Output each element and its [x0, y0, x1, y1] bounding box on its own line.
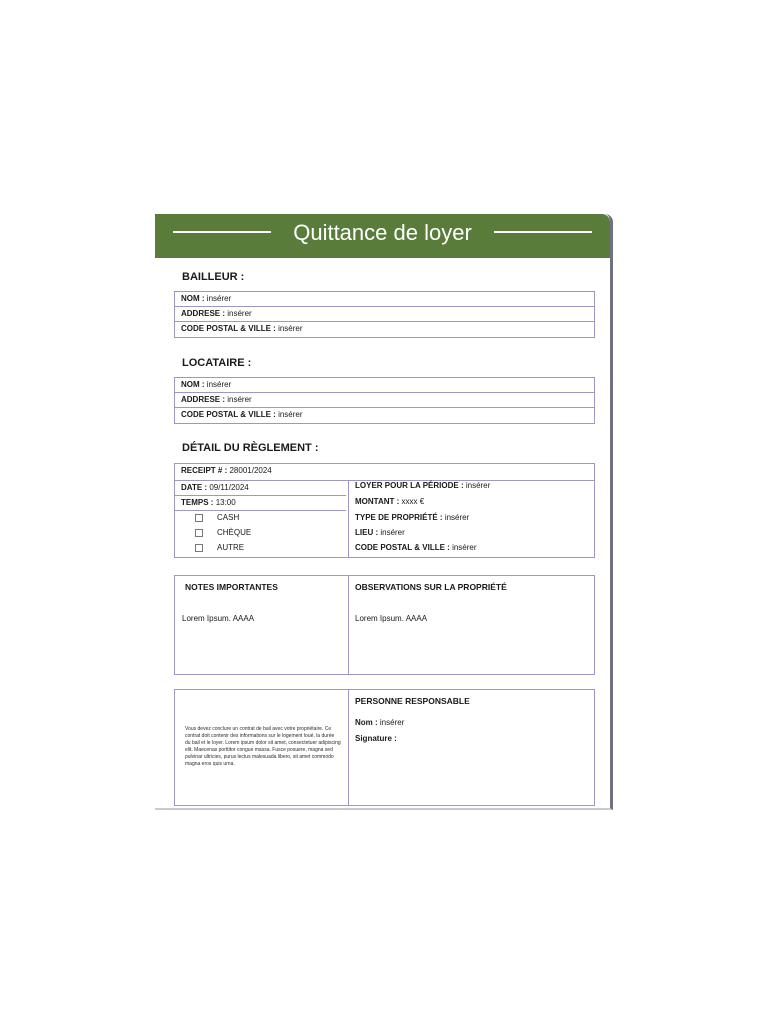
- reglement-cp-field: [355, 541, 477, 555]
- bailleur-heading: BAILLEUR :: [182, 271, 245, 283]
- responsable-title: PERSONNE RESPONSABLE: [355, 696, 470, 706]
- date-value: 09/11/2024: [209, 483, 249, 492]
- locataire-nom-row: [175, 378, 594, 393]
- option-label: CHÈQUE: [217, 528, 252, 537]
- checkbox-icon[interactable]: [195, 544, 203, 552]
- responsable-nom-field: [355, 716, 404, 730]
- option-label: AUTRE: [217, 543, 245, 552]
- lieu-field: [355, 526, 405, 540]
- document-title: Quittance de loyer: [293, 220, 472, 245]
- bailleur-table: [174, 291, 595, 338]
- montant-label: MONTANT :: [355, 497, 400, 506]
- locataire-adresse-row: [175, 393, 594, 408]
- montant-field: [355, 495, 424, 509]
- locataire-cp-label: CODE POSTAL & VILLE :: [181, 410, 276, 419]
- option-label: CASH: [217, 513, 240, 522]
- bailleur-adresse-label: ADDRESE :: [181, 309, 226, 318]
- notes-divider: [348, 576, 349, 674]
- reglement-divider: [348, 481, 349, 557]
- bailleur-adresse-row: [175, 307, 594, 322]
- signature-field: [355, 732, 397, 746]
- bailleur-adresse-value: insérer: [227, 309, 252, 318]
- lieu-label: LIEU :: [355, 528, 379, 537]
- payment-option-cash[interactable]: [195, 511, 239, 525]
- type-label: TYPE DE PROPRIÉTÉ :: [355, 513, 443, 522]
- lieu-value: insérer: [380, 528, 405, 537]
- locataire-nom-value: insérer: [206, 380, 232, 389]
- reglement-heading: DÉTAIL DU RÈGLEMENT :: [182, 442, 319, 454]
- contract-text: Vous devez conclure un contrat de bail avec votre propriétaire. Ce contrat doit contenir des informations sur le logement loué, la durée du bail et le loyer. Lorem ipsum dolor sit amet, consectetuer adipiscing elit. Maecenas porttitor congue massa. Fusce posuere, magna sed pulvinar ultricies, purus lectus malesuada libero, sit amet commodo magna eros quis urna.: [185, 726, 341, 767]
- loyer-field: [355, 479, 490, 493]
- temps-value: 13:00: [215, 498, 236, 507]
- locataire-nom-label: NOM :: [181, 380, 205, 389]
- receipt-label: RECEIPT # :: [181, 466, 228, 475]
- banner-rule-right: [494, 231, 592, 233]
- bailleur-nom-label: NOM :: [181, 294, 205, 303]
- bailleur-cp-value: insérer: [278, 324, 303, 333]
- loyer-label: LOYER POUR LA PÉRIODE :: [355, 481, 464, 490]
- locataire-cp-row: [175, 408, 594, 423]
- montant-value: xxxx €: [401, 497, 425, 506]
- temps-row: [175, 496, 346, 511]
- type-field: [355, 511, 469, 525]
- observations-title: OBSERVATIONS SUR LA PROPRIÉTÉ: [355, 582, 507, 592]
- date-row: [175, 481, 346, 496]
- receipt-document: [155, 214, 613, 810]
- notes-table: [174, 575, 595, 675]
- reglement-table: [174, 463, 595, 558]
- responsable-nom-label: Nom :: [355, 718, 378, 727]
- bailleur-nom-value: insérer: [206, 294, 232, 303]
- notes-title: NOTES IMPORTANTES: [185, 582, 278, 592]
- bailleur-nom-row: [175, 292, 594, 307]
- bailleur-cp-label: CODE POSTAL & VILLE :: [181, 324, 276, 333]
- date-label: DATE :: [181, 483, 208, 492]
- locataire-cp-value: insérer: [278, 410, 303, 419]
- loyer-value: insérer: [465, 481, 491, 490]
- responsable-divider: [348, 690, 349, 805]
- locataire-adresse-label: ADDRESE :: [181, 395, 226, 404]
- temps-label: TEMPS :: [181, 498, 214, 507]
- locataire-table: [174, 377, 595, 424]
- checkbox-icon[interactable]: [195, 529, 203, 537]
- reglement-cp-value: insérer: [452, 543, 477, 552]
- notes-text: Lorem Ipsum. AAAA: [182, 614, 255, 623]
- observations-text: Lorem Ipsum. AAAA: [355, 614, 428, 623]
- locataire-adresse-value: insérer: [227, 395, 252, 404]
- locataire-heading: LOCATAIRE :: [182, 357, 252, 369]
- checkbox-icon[interactable]: [195, 514, 203, 522]
- reglement-cp-label: CODE POSTAL & VILLE :: [355, 543, 450, 552]
- signature-label: Signature :: [355, 734, 397, 743]
- payment-option-cheque[interactable]: [195, 526, 251, 540]
- type-value: insérer: [444, 513, 470, 522]
- responsable-nom-value: insérer: [379, 718, 405, 727]
- payment-option-autre[interactable]: [195, 541, 244, 555]
- responsable-table: [174, 689, 595, 806]
- title-banner: [155, 214, 610, 258]
- receipt-value: 28001/2024: [229, 466, 272, 475]
- bailleur-cp-row: [175, 322, 594, 337]
